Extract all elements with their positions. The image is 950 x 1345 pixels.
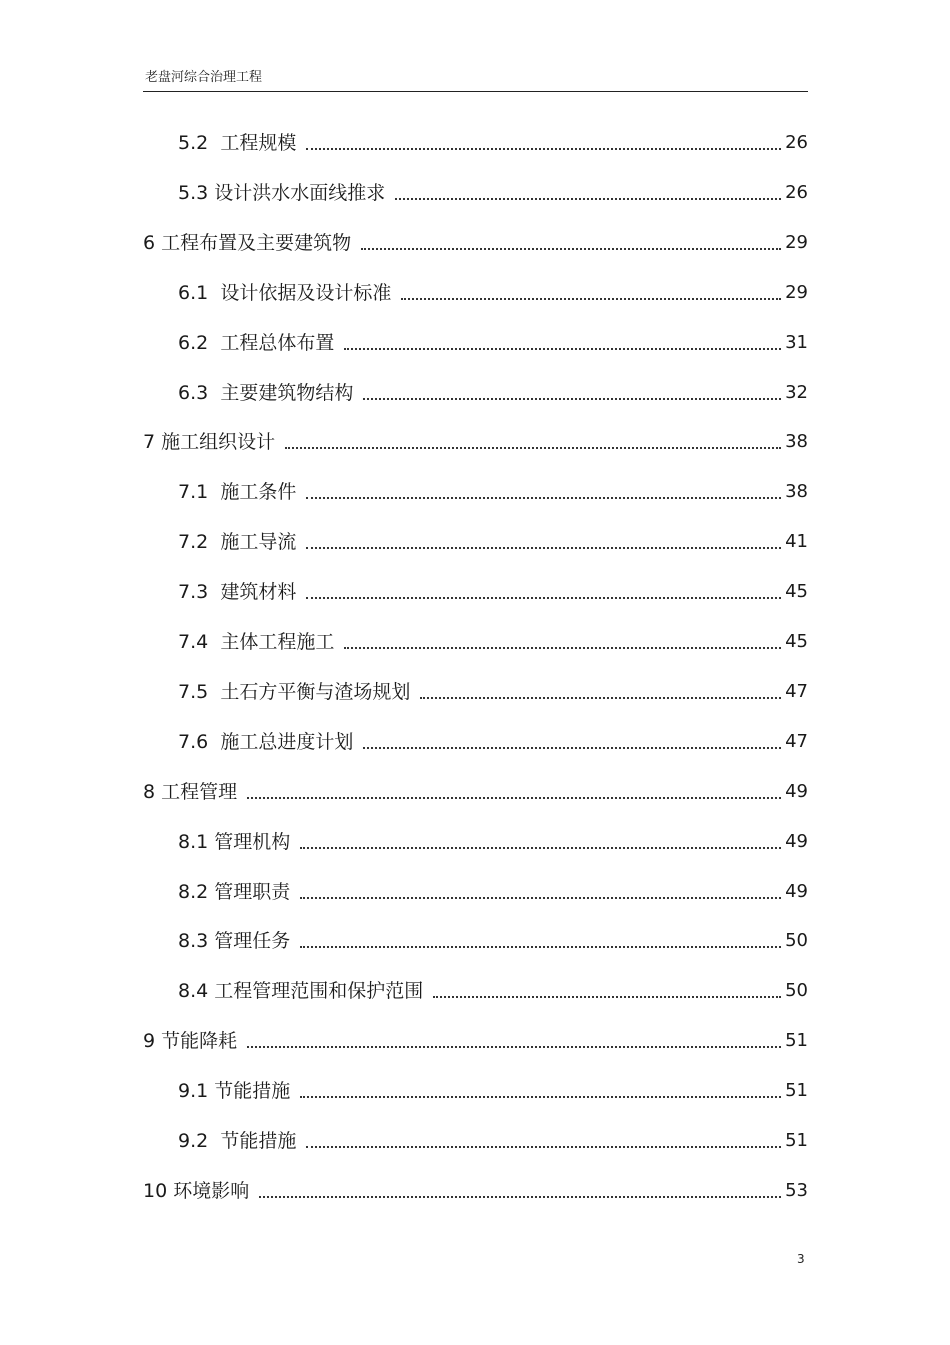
toc-section-number: 8.3 [178, 930, 209, 952]
toc-entry[interactable] [178, 479, 808, 505]
toc-section-title: 土石方平衡与渣场规划 [220, 681, 411, 703]
toc-leader-dots [247, 779, 781, 805]
toc-separator [208, 280, 220, 306]
toc-entry[interactable] [143, 1178, 808, 1204]
toc-separator [208, 679, 220, 705]
toc-section-title: 施工导流 [220, 531, 297, 553]
toc-section-number: 10 [143, 1180, 168, 1202]
toc-page-number: 49 [785, 881, 808, 902]
toc-separator [208, 579, 220, 605]
toc-entry[interactable] [143, 1028, 808, 1054]
toc-entry[interactable] [143, 429, 808, 455]
toc-leader-dots [344, 629, 781, 655]
toc-page-number: 47 [785, 681, 808, 702]
toc-section-title: 节能措施 [214, 1080, 291, 1102]
toc-entry[interactable] [178, 629, 808, 655]
toc-leader-dots [247, 1028, 781, 1054]
toc-leader-dots [306, 1128, 781, 1154]
toc-section-title: 施工组织设计 [161, 431, 276, 453]
toc-section-number: 8.2 [178, 881, 209, 903]
toc-page-number: 51 [785, 1030, 808, 1051]
toc-section-title: 工程规模 [220, 132, 297, 154]
toc-entry[interactable] [178, 829, 808, 855]
toc-leader-dots [361, 230, 781, 256]
toc-leader-dots [306, 579, 781, 605]
toc-page-number: 45 [785, 631, 808, 652]
toc-section-number: 8 [143, 781, 156, 803]
toc-page-number: 38 [785, 431, 808, 452]
toc-section-number: 7.6 [178, 731, 209, 753]
toc-entry[interactable] [178, 1078, 808, 1104]
toc-page-number: 29 [785, 232, 808, 253]
toc-page-number: 51 [785, 1130, 808, 1151]
toc-section-title: 工程管理 [161, 781, 238, 803]
toc-section-title: 建筑材料 [220, 581, 297, 603]
toc-section-title: 施工条件 [220, 481, 297, 503]
toc-section-number: 6.2 [178, 332, 209, 354]
toc-leader-dots [306, 130, 781, 156]
document-title: 老盘河综合治理工程 [145, 70, 263, 85]
toc-section-title: 节能措施 [220, 1130, 297, 1152]
toc-leader-dots [306, 479, 781, 505]
toc-entry[interactable] [178, 679, 808, 705]
toc-page-number: 45 [785, 581, 808, 602]
toc-section-number: 7.3 [178, 581, 209, 603]
toc-page-number: 32 [785, 382, 808, 403]
toc-page-number: 51 [785, 1080, 808, 1101]
toc-separator [208, 1128, 220, 1154]
toc-section-title: 设计洪水水面线推求 [214, 182, 386, 204]
toc-section-number: 6.3 [178, 382, 209, 404]
toc-separator [208, 729, 220, 755]
toc-page-number: 49 [785, 781, 808, 802]
toc-section-number: 8.4 [178, 980, 209, 1002]
toc-section-title: 主体工程施工 [220, 631, 335, 653]
toc-section-number: 7 [143, 431, 156, 453]
toc-section-number: 5.2 [178, 132, 209, 154]
toc-section-title: 管理机构 [214, 831, 291, 853]
toc-leader-dots [363, 729, 781, 755]
toc-entry[interactable] [178, 1128, 808, 1154]
toc-separator [208, 479, 220, 505]
toc-section-title: 节能降耗 [161, 1030, 238, 1052]
toc-entry[interactable] [178, 529, 808, 555]
toc-page-number: 26 [785, 182, 808, 203]
toc-page-number: 50 [785, 930, 808, 951]
toc-separator [208, 380, 220, 406]
toc-section-title: 设计依据及设计标准 [220, 282, 392, 304]
toc-separator [208, 629, 220, 655]
toc-leader-dots [401, 280, 781, 306]
toc-page-number: 49 [785, 831, 808, 852]
toc-separator [208, 330, 220, 356]
toc-section-number: 7.5 [178, 681, 209, 703]
toc-leader-dots [300, 928, 781, 954]
toc-section-number: 6.1 [178, 282, 209, 304]
toc-page-number: 29 [785, 282, 808, 303]
toc-section-title: 工程总体布置 [220, 332, 335, 354]
header-divider [143, 91, 808, 92]
toc-separator [208, 529, 220, 555]
toc-section-number: 9 [143, 1030, 156, 1052]
toc-entry[interactable] [178, 130, 808, 156]
toc-entry[interactable] [178, 579, 808, 605]
toc-section-number: 7.1 [178, 481, 209, 503]
toc-entry[interactable] [178, 380, 808, 406]
toc-entry[interactable] [178, 280, 808, 306]
toc-section-number: 9.2 [178, 1130, 209, 1152]
toc-leader-dots [363, 380, 781, 406]
toc-separator [208, 130, 220, 156]
toc-leader-dots [344, 330, 781, 356]
toc-page-number: 47 [785, 731, 808, 752]
toc-entry[interactable] [178, 978, 808, 1004]
toc-section-title: 主要建筑物结构 [220, 382, 354, 404]
toc-section-title: 施工总进度计划 [220, 731, 354, 753]
toc-section-title: 管理任务 [214, 930, 291, 952]
toc-leader-dots [300, 829, 781, 855]
toc-leader-dots [300, 879, 781, 905]
toc-leader-dots [285, 429, 781, 455]
page-number: 3 [797, 1252, 805, 1266]
toc-section-title: 工程布置及主要建筑物 [161, 232, 352, 254]
toc-entry[interactable] [178, 180, 808, 206]
toc-leader-dots [433, 978, 781, 1004]
toc-section-number: 6 [143, 232, 156, 254]
toc-page-number: 26 [785, 132, 808, 153]
toc-entry[interactable] [178, 330, 808, 356]
toc-entry[interactable] [178, 879, 808, 905]
toc-leader-dots [306, 529, 781, 555]
toc-section-number: 9.1 [178, 1080, 209, 1102]
toc-page-number: 41 [785, 531, 808, 552]
toc-section-title: 管理职责 [214, 881, 291, 903]
toc-page-number: 53 [785, 1180, 808, 1201]
toc-section-number: 5.3 [178, 182, 209, 204]
toc-section-title: 环境影响 [173, 1180, 250, 1202]
toc-section-number: 7.4 [178, 631, 209, 653]
toc-section-number: 8.1 [178, 831, 209, 853]
toc-section-title: 工程管理范围和保护范围 [214, 980, 424, 1002]
toc-leader-dots [259, 1178, 781, 1204]
toc-page-number: 38 [785, 481, 808, 502]
toc-page-number: 31 [785, 332, 808, 353]
toc-section-number: 7.2 [178, 531, 209, 553]
toc-entry[interactable] [178, 729, 808, 755]
toc-leader-dots [300, 1078, 781, 1104]
toc-page-number: 50 [785, 980, 808, 1001]
toc-leader-dots [420, 679, 781, 705]
toc-entry[interactable] [178, 928, 808, 954]
toc-entry[interactable] [143, 779, 808, 805]
toc-leader-dots [395, 180, 781, 206]
toc-entry[interactable] [143, 230, 808, 256]
